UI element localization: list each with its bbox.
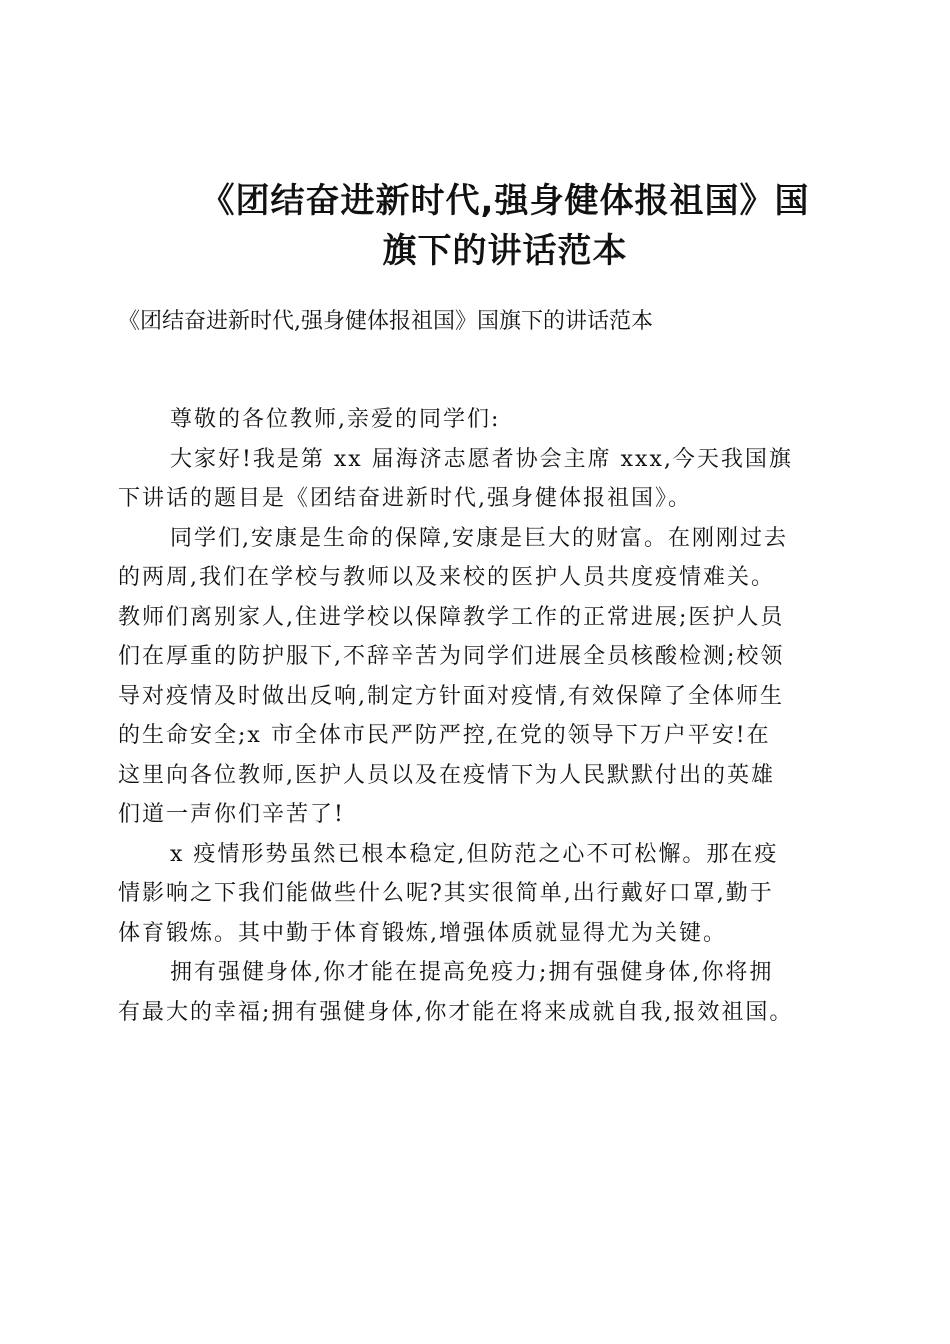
paragraph-line: 教师们离别家人,住进学校以保障教学工作的正常进展;医护人员 [118, 604, 785, 630]
paragraph-line: 拥有强健身体,你才能在提高免疫力;拥有强健身体,你将拥 [170, 960, 774, 985]
paragraph-line: 的两周,我们在学校与教师以及来校的医护人员共度疫情难关。 [118, 565, 775, 590]
paragraph-line: 的生命安全;x 市全体市民严防严控,在党的领导下万户平安!在 [118, 723, 771, 748]
paragraph-intro [118, 440, 838, 519]
paragraph-thanks [118, 519, 838, 835]
paragraph-line: 情影响之下我们能做些什么呢?其实很简单,出行戴好口罩,勤于 [118, 881, 774, 906]
paragraph-line: 这里向各位教师,医护人员以及在疫情下为人民默默付出的英雄 [118, 762, 775, 788]
paragraph-greeting [118, 400, 838, 440]
document-subtitle: 《团结奋进新时代,强身健体报祖国》国旗下的讲话范本 [118, 309, 653, 334]
document-title [110, 176, 900, 276]
document-body [118, 400, 838, 1032]
paragraph-line: 尊敬的各位教师,亲爱的同学们: [170, 407, 501, 432]
paragraph-line: x 疫情形势虽然已根本稳定,但防范之心不可松懈。那在疫 [170, 841, 779, 867]
title-line: 《团结奋进新时代,强身健体报祖国》国 [200, 181, 810, 221]
paragraph-line: 同学们,安康是生命的保障,安康是巨大的财富。在刚刚过去 [170, 525, 788, 551]
paragraph-line: 们道一声你们辛苦了! [118, 802, 345, 827]
paragraph-line: 下讲话的题目是《团结奋进新时代,强身健体报祖国》。 [118, 486, 692, 511]
paragraph-line: 们在厚重的防护服下,不辞辛苦为同学们进展全员核酸检测;校领 [118, 644, 785, 669]
paragraph-prevention [118, 835, 838, 954]
title-line: 旗下的讲话范本 [382, 231, 628, 271]
paragraph-line: 大家好!我是第 xx 届海济志愿者协会主席 xxx,今天我国旗 [170, 446, 793, 472]
paragraph-line: 有最大的幸福;拥有强健身体,你才能在将来成就自我,报效祖国。 [118, 999, 794, 1025]
paragraph-line: 体育锻炼。其中勤于体育锻炼,增强体质就显得尤为关键。 [118, 920, 727, 946]
paragraph-line: 导对疫情及时做出反响,制定方针面对疫情,有效保障了全体师生 [118, 683, 784, 709]
paragraph-health [118, 953, 838, 1032]
